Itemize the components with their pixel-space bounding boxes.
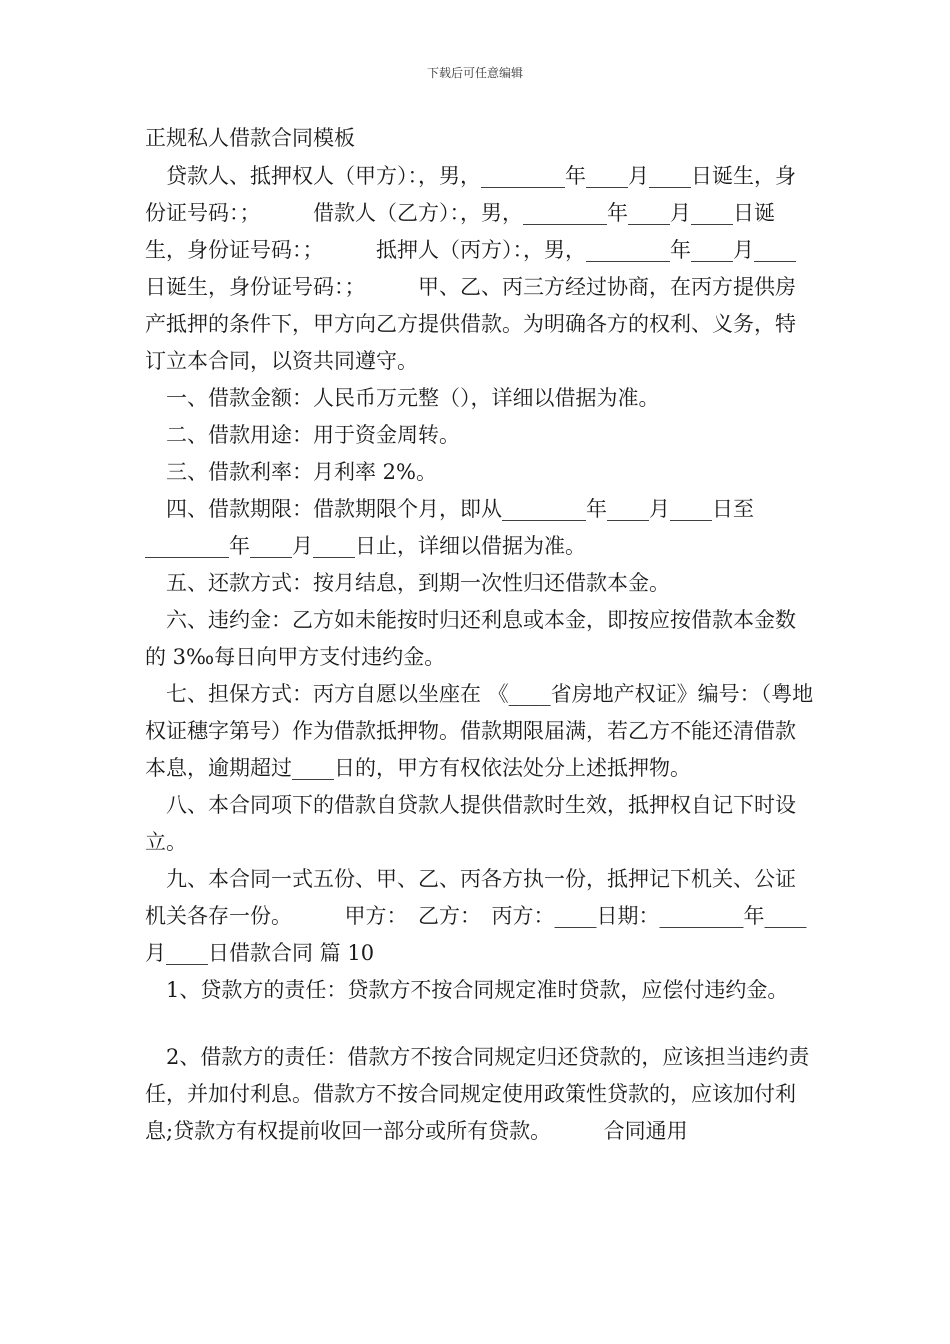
clause-guarantee: 七、担保方式：丙方自愿以坐座在 《____省房地产权证》编号：（粤地权证穗字第号）作为借款抵押物。借款期限届满，若乙方不能还清借款本息，逾期超过____日的，甲方有权依法处分上述抵押物。 [145, 682, 814, 780]
clause-penalty: 六、违约金：乙方如未能按时归还利息或本金，即按应按借款本金数的 3‰每日向甲方支付违约金。 [145, 608, 796, 669]
lender-responsibility: 1、贷款方的责任：贷款方不按合同规定准时贷款，应偿付违约金。 [166, 978, 789, 1002]
clause-loan-amount: 一、借款金额：人民币万元整（），详细以借据为准。 [166, 386, 660, 410]
clause-repayment-method: 五、还款方式：按月结息，到期一次性归还借款本金。 [166, 571, 670, 595]
borrower-responsibility: 2、借款方的责任：借款方不按合同规定归还贷款的，应该担当违约责任，并加付利息。借款方不按合同规定使用政策性贷款的，应该加付利息;贷款方有权提前收回一部分或所有贷款。 合同通用 [145, 1045, 810, 1143]
clause-loan-purpose: 二、借款用途：用于资金周转。 [166, 423, 460, 447]
clause-effectiveness: 八、本合同项下的借款自贷款人提供借款时生效，抵押权自记下时设立。 [145, 793, 796, 854]
clause-interest-rate: 三、借款利率：月利率 2%。 [166, 460, 437, 484]
page-header: 下载后可任意编辑 [426, 66, 523, 80]
document-title: 正规私人借款合同模板 [145, 126, 355, 150]
document-body [145, 118, 815, 1150]
clause-loan-term: 四、借款期限：借款期限个月，即从________年____月____日至________年____月____日止，详细以借据为准。 [145, 497, 754, 558]
parties-paragraph: 贷款人、抵押权人（甲方）：，男，________年____月____日诞生，身份证号码：； 借款人（乙方）：，男，________年____月____日诞生，身份证号码：； 抵押人（丙方）：，男，________年____月____日诞生，身份证号码：； 甲、乙、丙三方经过协商，在丙方提供房产抵押的条件下，甲方向乙方提供借款。为明确各方的权利、义务，特订立本合同，以资共同遵守。 [145, 164, 796, 373]
clause-copies-signatures: 九、本合同一式五份、甲、乙、丙各方执一份，抵押记下机关、公证机关各存一份。 甲方： 乙方： 丙方：____日期：________年____月____日借款合同 篇 10 [145, 867, 807, 965]
